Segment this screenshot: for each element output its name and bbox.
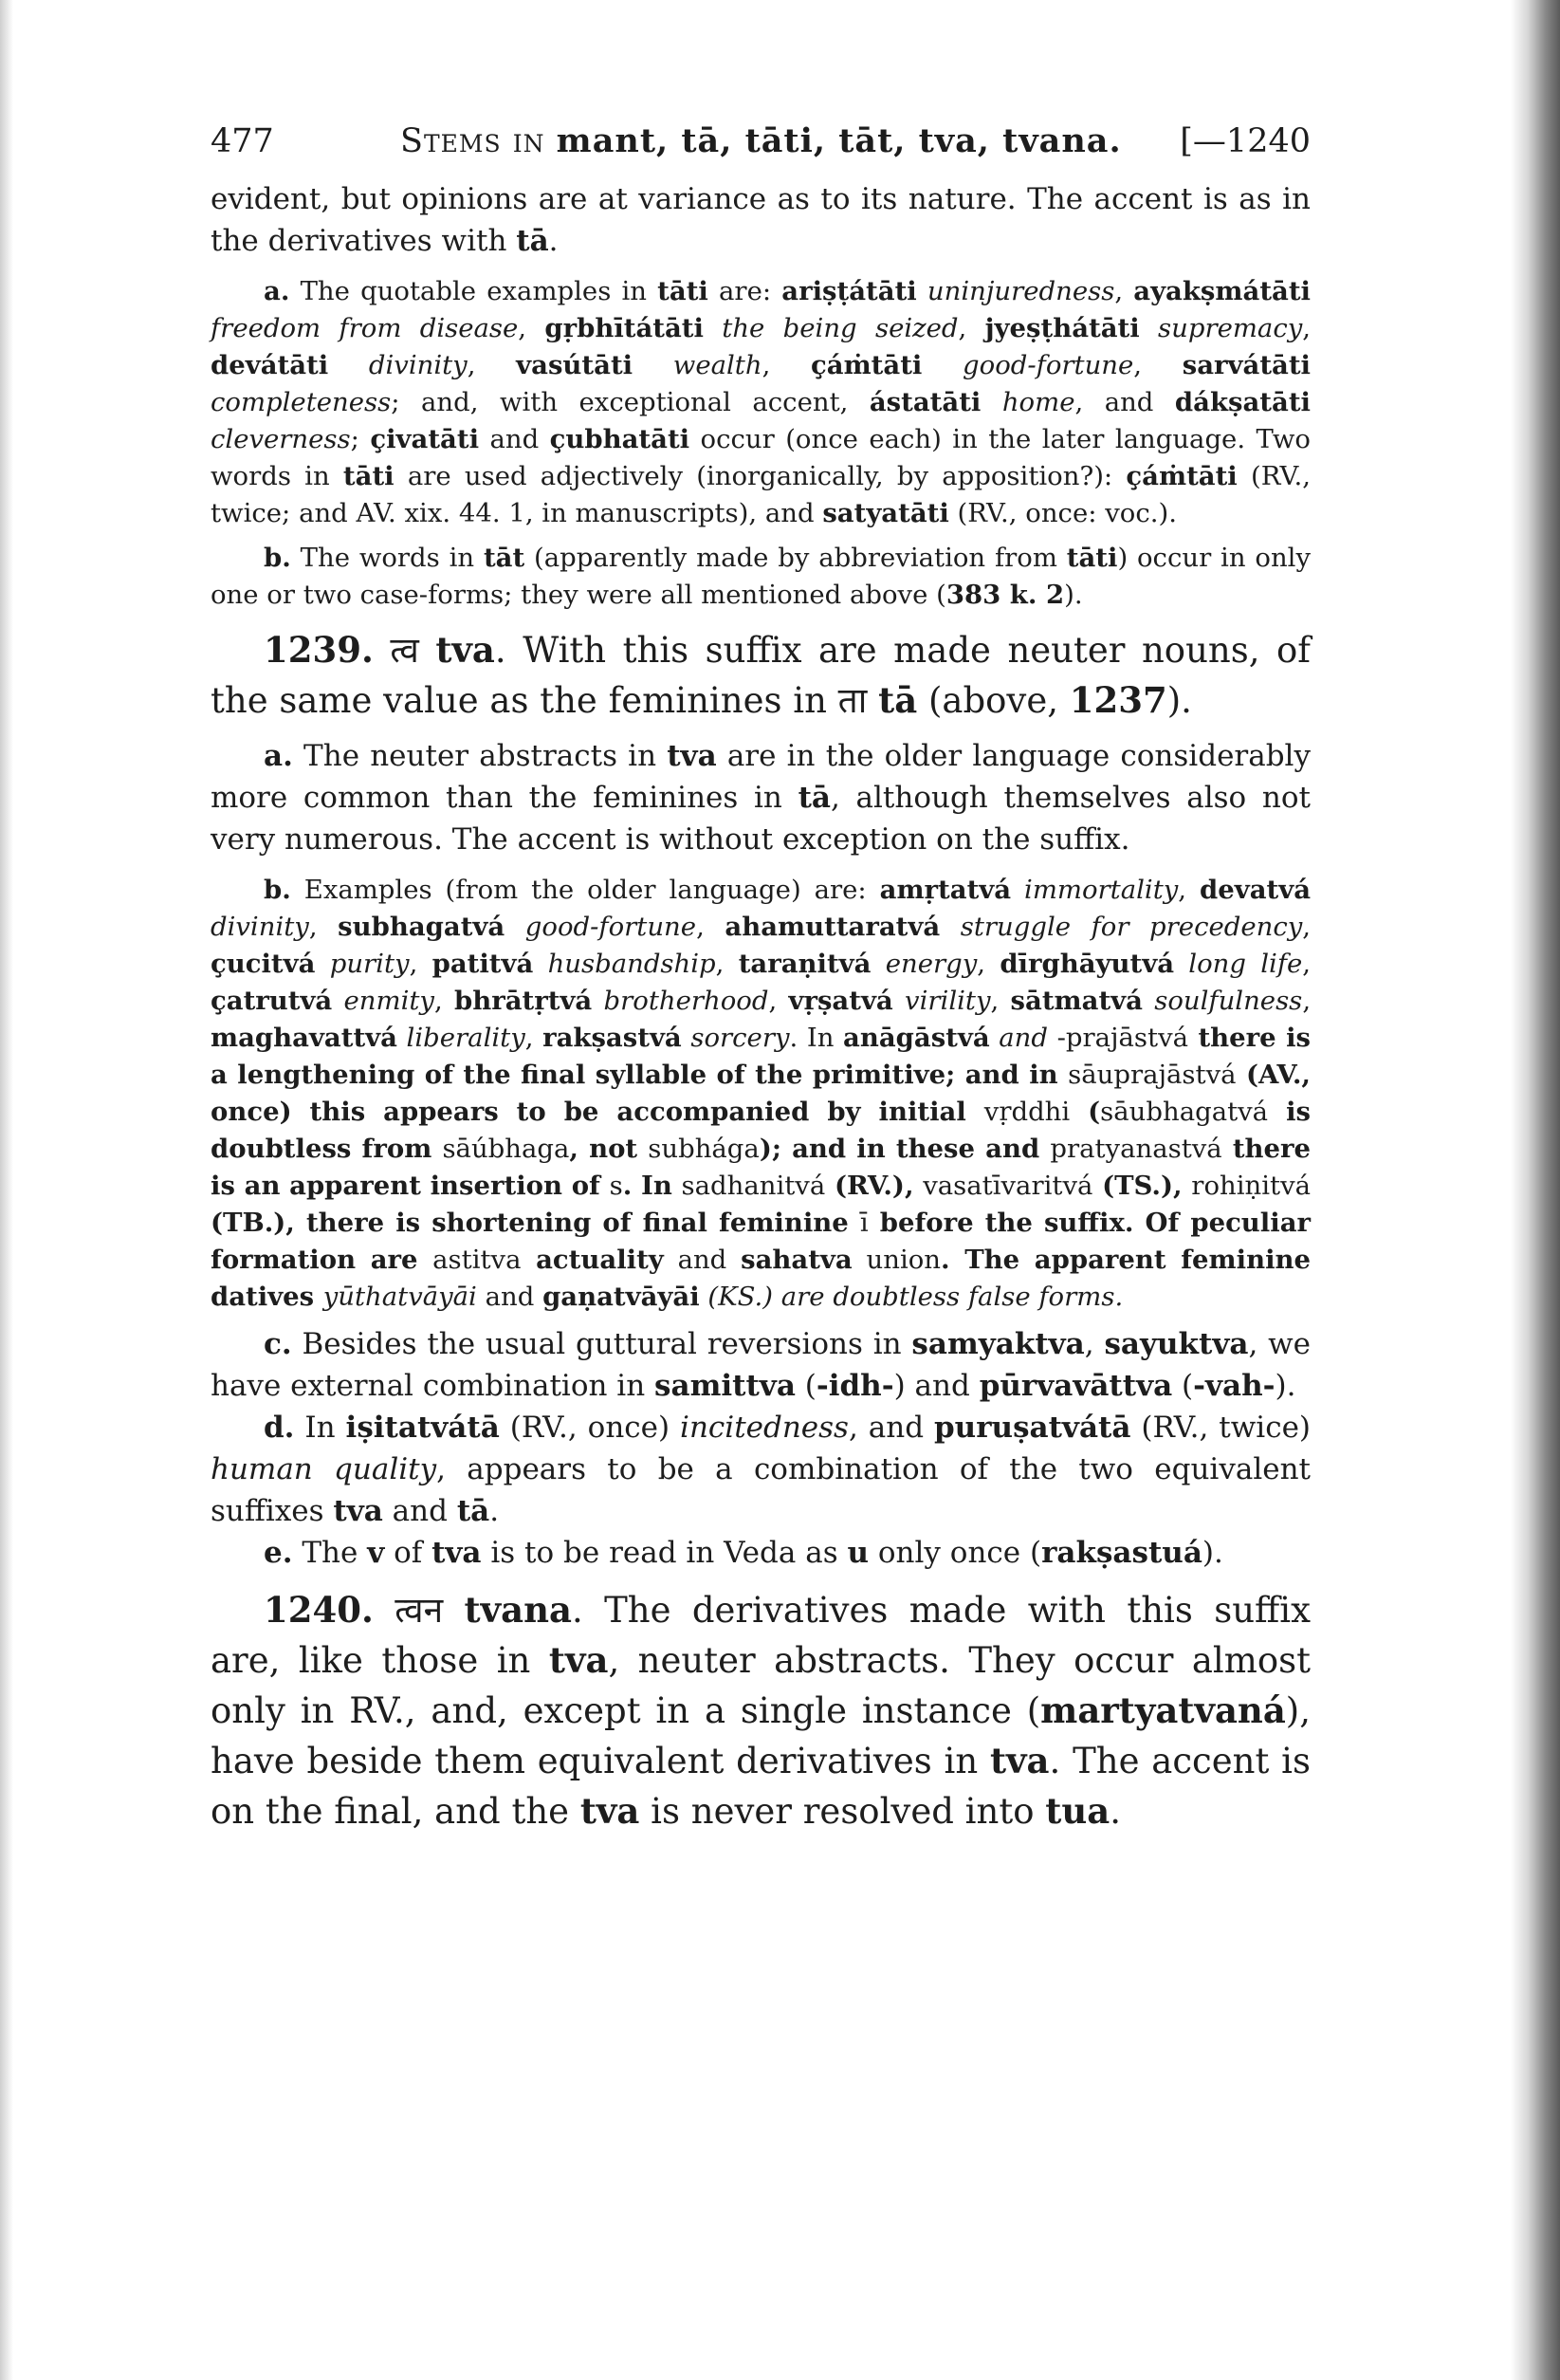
paragraph-1239d: d. In iṣitatvátā (RV., once) incitedness, and puruṣatvátā (RV., twice) human quality, appears to be a combination of the two equivalent suffixes tva and tā. <box>211 1411 1312 1528</box>
section-number: 1239. <box>264 629 374 671</box>
paragraph-1238a: a. The quotable examples in tāti are: ariṣṭátāti uninjuredness, ayakṣmátāti freedom from disease, gṛbhītátāti the being seized, jyeṣṭhátāti supremacy, devátāti divinity, vasútāti wealth, çáṁtāti good-fortune, sarvátāti completeness; and, with exceptional accent, ástatāti home, and dákṣatāti cleverness; çivatāti and çubhatāti occur (once each) in the later language. Two words in tāti are used adjectively (inorganically, by apposition?): çáṁtāti (RV., twice; and AV. xix. 44. 1, in manuscripts), and satyatāti (RV., once: voc.). <box>211 276 1312 528</box>
running-title <box>400 121 1168 160</box>
section-1240: 1240. त्वन tvana. The derivatives made with this suffix are, like those in tva, neuter abstracts. They occur almost only in RV., and, except in a single instance (martyatvaná), have beside them equivalent derivatives in tva. The accent is on the final, and the tva is never resolved into tua. <box>211 1589 1312 1832</box>
paragraph-1239c: c. Besides the usual guttural reversions in samyaktva, sayuktva, we have external combination in samittva (-idh-) and pūrvavāttva (-vah-). <box>211 1327 1311 1403</box>
paragraph-1239e: e. The v of tva is to be read in Veda as u only once (rakṣastuá). <box>264 1536 1223 1570</box>
devanagari-suffix: त्व <box>390 630 419 671</box>
running-header <box>211 121 1311 178</box>
intro-continuation: evident, but opinions are at variance as to its nature. The accent is as in the derivatives with tā. <box>211 182 1311 258</box>
book-page <box>211 121 1311 1846</box>
section-1239: 1239. त्व tva. With this suffix are made neuter nouns, of the same value as the feminines in ता tā (above, 1237). <box>211 629 1311 721</box>
devanagari-suffix: त्वन <box>395 1590 444 1631</box>
section-range: [—1240 <box>1180 122 1311 160</box>
title-terms: mant, tā, tāti, tāt, tva, tvana. <box>556 121 1122 160</box>
right-binding-shadow <box>1511 0 1560 2380</box>
title-prefix: Stems in <box>400 122 545 160</box>
left-edge-shadow <box>0 0 13 2380</box>
page-number: 477 <box>211 122 274 160</box>
paragraph-1238b: b. The words in tāt (apparently made by abbreviation from tāti) occur in only one or two case-forms; they were all mentioned above (383 k. 2). <box>211 543 1311 610</box>
paragraph-1239a: a. The neuter abstracts in tva are in the older language considerably more common than the feminines in tā, although themselves also not very numerous. The accent is without exception on the suffix. <box>211 739 1311 857</box>
paragraph-1239b: b. Examples (from the older language) are: amṛtatvá immortality, devatvá divinity, subhagatvá good-fortune, ahamuttaratvá struggle for precedency, çucitvá purity, patitvá husbandship, taraṇitvá energy, dīrghāyutvá long life, çatrutvá enmity, bhrātṛtvá brotherhood, vṛṣatvá virility, sātmatvá soulfulness, maghavattvá liberality, rakṣastvá sorcery. In anāgāstvá and -prajāstvá there is a lengthening of the final syllable of the primitive; and in sāuprajāstvá (AV., once) this appears to be accompanied by initial vṛddhi (sāubhagatvá is doubtless from sāúbhaga, not subhága); and in these and pratyanastvá there is an apparent insertion of s. In sadhanitvá (RV.), vasatīvaritvá (TS.), rohiṇitvá (TB.), there is shortening of final feminine ī before the suffix. Of peculiar formation are astitva actuality and sahatva union. The apparent feminine datives yūthatvāyāi and gaṇatvāyāi (KS.) are doubtless false forms. <box>211 875 1312 1312</box>
section-number: 1240. <box>264 1589 374 1631</box>
